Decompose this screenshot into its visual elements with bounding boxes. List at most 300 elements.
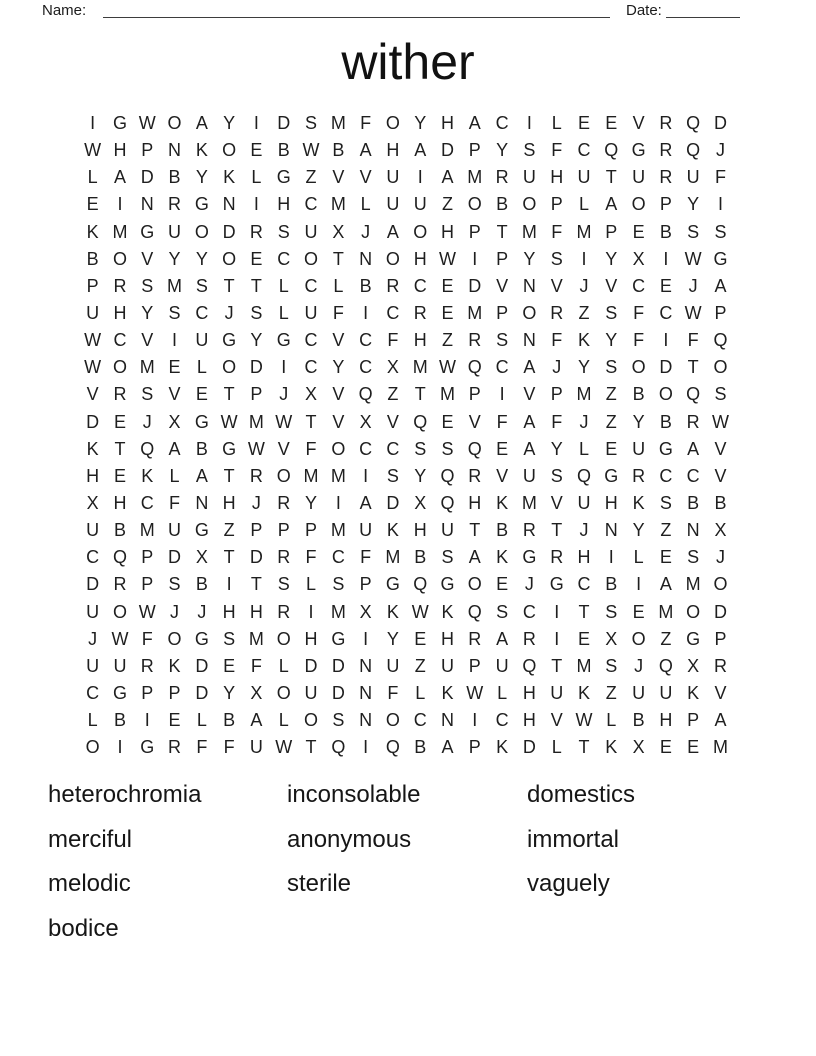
grid-cell: P [550,384,563,405]
grid-cell: T [414,384,426,405]
grid-cell: R [632,465,646,486]
grid-cell: L [415,683,426,704]
grid-cell: B [223,710,236,731]
grid-cell: U [659,683,673,704]
grid-cell: V [496,465,509,486]
name-blank-line [103,17,610,18]
grid-cell: J [142,411,152,432]
grid-cell: P [468,384,481,405]
grid-cell: F [223,737,235,758]
grid-cell: F [496,411,508,432]
grid-cell: P [605,221,618,242]
grid-cell: B [113,520,126,541]
grid-cell: M [248,628,264,649]
grid-cell: R [495,167,509,188]
grid-cell: E [195,384,208,405]
grid-cell: A [414,140,427,161]
grid-cell: C [386,303,400,324]
grid-cell: K [605,737,618,758]
grid-cell: V [332,384,345,405]
grid-cell: S [168,303,181,324]
grid-cell: U [249,737,263,758]
grid-cell: D [195,683,209,704]
grid-cell: W [575,710,593,731]
word-list-item: bodice [48,914,119,942]
grid-cell: A [605,194,618,215]
grid-cell: O [222,140,237,161]
grid-cell: S [277,574,290,595]
grid-cell: Z [442,330,453,351]
grid-cell: T [332,248,344,269]
grid-cell: T [578,737,590,758]
grid-cell: S [305,113,318,134]
grid-cell: D [168,547,182,568]
grid-cell: N [222,194,236,215]
grid-cell: M [521,221,537,242]
word-list-item: vaguely [527,870,610,897]
grid-cell: P [468,737,481,758]
grid-cell: B [632,710,645,731]
grid-cell: V [714,438,727,459]
grid-cell: Q [331,737,346,758]
grid-cell: M [658,601,674,622]
grid-cell: H [441,628,454,649]
grid-cell: U [359,520,373,541]
grid-cell: F [250,655,262,676]
grid-cell: K [577,683,590,704]
date-label: Date: [626,2,662,19]
grid-cell: O [686,601,701,622]
grid-cell: A [359,140,372,161]
grid-cell: N [195,493,209,514]
grid-cell: D [386,493,400,514]
grid-cell: O [631,194,646,215]
grid-cell: U [113,655,127,676]
grid-cell: X [250,683,263,704]
grid-cell: K [441,683,454,704]
grid-cell: O [385,248,400,269]
grid-cell: R [713,655,727,676]
grid-cell: J [224,303,234,324]
grid-cell: R [468,330,482,351]
grid-cell: O [167,628,182,649]
grid-cell: L [578,438,589,459]
grid-cell: O [194,221,209,242]
grid-cell: H [468,493,482,514]
grid-cell: X [714,520,727,541]
grid-cell: R [522,520,536,541]
grid-cell: O [467,574,482,595]
grid-cell: I [554,628,560,649]
grid-cell: X [305,384,318,405]
grid-cell: S [332,710,345,731]
word-search-grid [79,110,734,761]
grid-cell: G [140,221,155,242]
grid-cell: F [687,330,699,351]
grid-cell: J [579,275,589,296]
grid-cell: H [522,710,536,731]
grid-cell: A [468,113,481,134]
grid-cell: Q [112,547,127,568]
grid-cell: P [277,520,290,541]
grid-cell: O [385,710,400,731]
grid-cell: S [687,547,700,568]
grid-cell: L [87,710,98,731]
grid-cell: D [249,547,263,568]
grid-cell: E [496,438,509,459]
grid-cell: D [522,737,536,758]
grid-cell: S [141,384,154,405]
grid-cell: C [686,465,700,486]
grid-cell: E [632,601,645,622]
grid-cell: V [550,275,563,296]
grid-cell: X [632,248,645,269]
grid-cell: L [633,547,644,568]
word-list-item: sterile [287,870,352,897]
grid-cell: S [523,140,536,161]
grid-cell: Y [195,167,208,188]
grid-cell: L [169,465,180,486]
grid-cell: B [414,737,427,758]
grid-cell: H [113,140,127,161]
grid-cell: F [551,330,563,351]
grid-cell: B [496,194,509,215]
grid-cell: U [86,601,100,622]
grid-cell: U [168,520,182,541]
grid-cell: Y [141,303,154,324]
grid-cell: Q [413,574,428,595]
grid-cell: W [684,248,702,269]
grid-cell: I [663,330,669,351]
grid-cell: D [249,357,263,378]
grid-cell: R [113,275,127,296]
grid-cell: Y [305,493,318,514]
grid-cell: V [86,384,99,405]
grid-cell: I [472,710,478,731]
grid-cell: F [169,493,181,514]
grid-cell: G [385,574,400,595]
grid-cell: I [308,601,314,622]
grid-cell: H [86,465,100,486]
grid-cell: T [605,167,617,188]
grid-cell: O [385,113,400,134]
grid-cell: R [468,628,482,649]
grid-cell: T [305,411,317,432]
grid-cell: S [332,574,345,595]
grid-cell: L [497,683,508,704]
grid-cell: P [496,303,509,324]
grid-cell: U [304,221,318,242]
puzzle-title: wither [341,34,475,90]
grid-cell: I [663,248,669,269]
grid-cell: C [413,710,427,731]
grid-cell: P [359,574,372,595]
word-list-item: heterochromia [48,781,202,808]
grid-cell: S [659,493,672,514]
grid-cell: L [87,167,98,188]
grid-cell: S [550,248,563,269]
grid-cell: W [84,140,102,161]
grid-cell: P [468,221,481,242]
grid-cell: J [715,547,725,568]
grid-cell: R [468,465,482,486]
grid-cell: J [197,601,207,622]
grid-cell: Y [632,411,645,432]
grid-cell: P [141,683,154,704]
grid-cell: P [141,574,154,595]
grid-cell: A [523,357,536,378]
grid-cell: G [194,628,209,649]
grid-cell: I [144,710,150,731]
grid-cell: N [168,140,182,161]
grid-cell: G [194,411,209,432]
grid-cell: H [249,601,263,622]
grid-cell: E [605,438,618,459]
name-label: Name: [42,2,87,19]
grid-cell: T [250,574,262,595]
grid-cell: K [577,330,590,351]
grid-cell: Z [578,303,590,324]
grid-cell: B [659,221,672,242]
grid-cell: E [168,357,181,378]
grid-cell: A [468,547,481,568]
grid-cell: E [250,248,263,269]
grid-cell: S [605,655,618,676]
grid-cell: O [222,357,237,378]
grid-cell: E [113,411,126,432]
grid-cell: U [386,194,400,215]
grid-cell: D [86,411,100,432]
grid-cell: R [686,411,700,432]
grid-cell: F [551,140,563,161]
grid-cell: S [605,601,618,622]
grid-cell: G [549,574,564,595]
grid-cell: I [226,574,232,595]
grid-cell: V [386,411,399,432]
grid-cell: I [581,248,587,269]
grid-cell: X [359,601,372,622]
grid-cell: P [468,655,481,676]
grid-cell: X [605,628,618,649]
grid-cell: K [86,438,99,459]
grid-cell: T [551,655,563,676]
grid-cell: N [140,194,154,215]
grid-cell: U [304,303,318,324]
grid-cell: Q [686,140,701,161]
grid-cell: T [223,384,235,405]
grid-cell: G [194,194,209,215]
grid-cell: Q [604,140,619,161]
grid-cell: Y [386,628,399,649]
grid-cell: T [223,275,235,296]
grid-cell: V [468,411,481,432]
grid-cell: G [686,628,701,649]
grid-cell: B [332,140,345,161]
grid-cell: T [250,275,262,296]
grid-cell: K [496,547,509,568]
grid-cell: U [304,683,318,704]
grid-cell: N [604,520,618,541]
grid-cell: Y [168,248,181,269]
grid-cell: E [113,465,126,486]
grid-cell: I [472,248,478,269]
grid-cell: E [577,628,590,649]
grid-cell: C [304,330,318,351]
grid-cell: E [687,737,700,758]
grid-cell: M [576,384,592,405]
grid-cell: E [659,275,672,296]
grid-cell: H [413,330,427,351]
grid-cell: B [714,493,727,514]
word-list [48,780,768,980]
grid-cell: W [466,683,484,704]
grid-cell: E [577,113,590,134]
grid-cell: Z [387,384,399,405]
grid-cell: U [413,194,427,215]
grid-cell: M [112,221,128,242]
grid-cell: Y [550,438,563,459]
grid-cell: L [551,737,562,758]
grid-cell: G [112,113,127,134]
grid-cell: A [250,710,263,731]
grid-cell: X [168,411,181,432]
grid-cell: W [220,411,238,432]
grid-cell: A [523,411,536,432]
grid-cell: A [359,493,372,514]
grid-cell: H [386,140,400,161]
grid-cell: C [304,194,318,215]
grid-cell: A [714,275,727,296]
grid-cell: M [576,221,592,242]
grid-cell: C [359,357,373,378]
grid-cell: H [413,520,427,541]
grid-cell: Z [605,683,617,704]
grid-cell: S [550,465,563,486]
grid-cell: Q [713,330,728,351]
grid-cell: C [86,547,100,568]
grid-cell: T [223,465,235,486]
grid-cell: M [467,167,483,188]
grid-cell: I [608,547,614,568]
grid-cell: K [86,221,99,242]
grid-cell: B [195,438,208,459]
grid-cell: O [276,465,291,486]
grid-cell: M [248,411,264,432]
grid-cell: E [250,140,263,161]
grid-cell: Y [605,248,618,269]
grid-cell: A [523,438,536,459]
grid-cell: I [363,628,369,649]
grid-cell: C [659,465,673,486]
grid-cell: J [361,221,371,242]
grid-cell: T [114,438,126,459]
grid-cell: G [140,737,155,758]
grid-cell: F [196,737,208,758]
grid-cell: I [363,465,369,486]
grid-cell: N [359,683,373,704]
grid-cell: S [441,438,454,459]
grid-cell: V [496,275,509,296]
grid-cell: Q [140,438,155,459]
grid-cell: A [168,438,181,459]
grid-cell: O [304,248,319,269]
grid-cell: K [632,493,645,514]
grid-cell: C [522,601,536,622]
grid-cell: O [276,628,291,649]
grid-cell: A [659,574,672,595]
grid-cell: D [195,655,209,676]
grid-cell: H [659,710,673,731]
grid-cell: L [196,710,207,731]
grid-cell: A [386,221,399,242]
grid-cell: A [195,113,208,134]
grid-cell: D [86,574,100,595]
grid-cell: F [633,303,645,324]
grid-cell: R [140,655,154,676]
grid-cell: B [632,384,645,405]
grid-cell: C [359,330,373,351]
grid-cell: Q [658,655,673,676]
grid-cell: I [499,384,505,405]
grid-cell: Y [687,194,700,215]
grid-cell: J [251,493,261,514]
grid-cell: Q [440,465,455,486]
grid-cell: J [634,655,644,676]
grid-cell: S [277,221,290,242]
grid-cell: S [223,628,236,649]
grid-cell: R [277,493,291,514]
grid-cell: Y [523,248,536,269]
grid-cell: M [139,520,155,541]
grid-cell: M [385,547,401,568]
grid-cell: B [277,140,290,161]
grid-cell: J [715,140,725,161]
grid-cell: F [387,330,399,351]
grid-cell: U [632,683,646,704]
grid-cell: Z [660,628,672,649]
grid-cell: Z [442,194,453,215]
grid-cell: L [551,113,562,134]
grid-cell: U [577,167,591,188]
grid-cell: S [168,574,181,595]
grid-cell: M [139,357,155,378]
grid-cell: R [659,167,673,188]
grid-cell: R [522,628,536,649]
grid-cell: W [275,411,293,432]
grid-cell: I [417,167,423,188]
grid-cell: B [195,574,208,595]
grid-cell: Y [632,520,645,541]
grid-cell: P [468,140,481,161]
grid-cell: Y [605,330,618,351]
grid-cell: J [279,384,289,405]
grid-cell: A [441,737,454,758]
grid-cell: O [713,574,728,595]
grid-cell: S [195,275,208,296]
grid-cell: V [550,710,563,731]
grid-cell: W [302,140,320,161]
grid-cell: T [496,221,508,242]
grid-cell: S [250,303,263,324]
word-list-item: merciful [48,825,133,853]
grid-cell: W [138,113,156,134]
grid-cell: I [90,113,96,134]
grid-cell: K [441,601,454,622]
grid-cell: V [714,465,727,486]
grid-cell: I [117,737,123,758]
grid-cell: X [86,493,99,514]
grid-cell: K [223,167,236,188]
